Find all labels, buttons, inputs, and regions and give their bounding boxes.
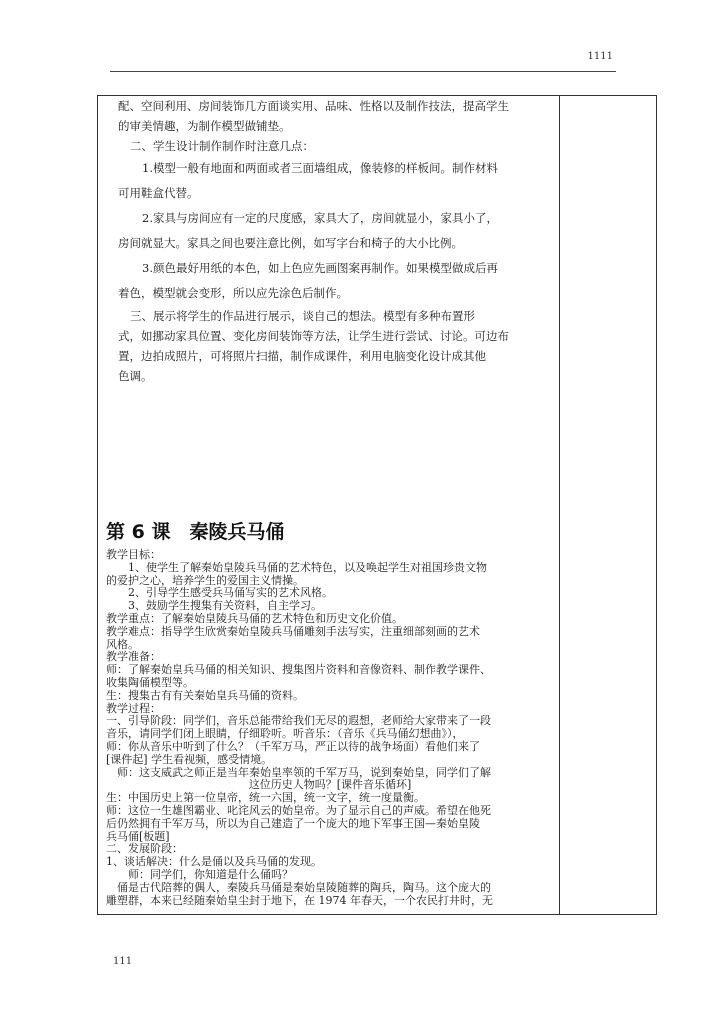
lesson-line: 收集陶俑模型等。 bbox=[106, 675, 194, 689]
activity-notes bbox=[106, 96, 554, 386]
notes-line: 3.颜色最好用纸的本色，如上色应先画图案再制作。如果模型做成后再 bbox=[142, 261, 498, 275]
footer-page-number: 111 bbox=[113, 956, 133, 967]
header-page-label: 1111 bbox=[587, 51, 613, 62]
notes-line: 房间就显大。家具之间也要注意比例，如写字台和椅子的大小比例。 bbox=[118, 236, 463, 250]
column-divider bbox=[559, 96, 560, 914]
lesson-line: 1、谈话解决：什么是俑以及兵马俑的发现。 bbox=[106, 855, 322, 869]
lesson-line: 一、引导阶段：同学们，音乐总能带给我们无尽的遐想，老师给大家带来了一段 bbox=[106, 714, 491, 728]
lesson-line: 师：这位一生雄图霸业、叱诧风云的始皇帝。为了显示自己的声威。希望在他死 bbox=[106, 803, 491, 817]
lesson-line: 3、鼓励学生搜集有关资料，自主学习。 bbox=[128, 599, 322, 613]
lesson-line: 2、引导学生感受兵马俑写实的艺术风格。 bbox=[128, 586, 333, 600]
lesson-line: 俑是古代陪葬的偶人，秦陵兵马俑是秦始皇陵随葬的陶兵，陶马。这个庞大的 bbox=[117, 880, 491, 894]
notes-line: 配、空间利用、房间装饰几方面谈实用、品味、性格以及制作技法，提高学生 bbox=[118, 99, 509, 113]
lesson-line: 兵马俑[板题] bbox=[106, 829, 170, 843]
notes-line: 着色，模型就会变形，所以应先涂色后制作。 bbox=[118, 286, 348, 300]
lesson-line: 师：了解秦始皇兵马俑的相关知识、搜集图片资料和音像资料、制作教学课件、 bbox=[106, 663, 491, 677]
lesson-line: 1、使学生了解秦始皇陵兵马俑的艺术特色，以及唤起学生对祖国珍贵文物 bbox=[128, 560, 487, 574]
notes-line: 二、学生设计制作制作时注意几点： bbox=[130, 139, 314, 153]
lesson-line: 教学难点：指导学生欣赏秦始皇陵兵马俑雕刻手法写实，注重细部刻画的艺术 bbox=[106, 624, 480, 638]
header-rule bbox=[110, 71, 616, 72]
lesson-line: 风格。 bbox=[106, 637, 139, 651]
lesson-line: 师：这支威武之师正是当年秦始皇率领的千军万马，说到秦始皇，同学们了解 bbox=[117, 765, 491, 779]
lesson-line: 师：同学们，你知道是什么俑吗？ bbox=[128, 867, 293, 881]
lesson-line: 教学重点：了解秦始皇陵兵马俑的艺术特色和历史文化价值。 bbox=[106, 611, 403, 625]
lesson-plan-table bbox=[97, 95, 657, 915]
lesson-body bbox=[106, 549, 554, 907]
lesson-line: 教学准备： bbox=[106, 650, 161, 664]
notes-line: 色调。 bbox=[118, 369, 153, 383]
lesson-line: [课件起] 学生看视频，感受情境。 bbox=[106, 752, 273, 766]
lesson-line: 生：搜集古有有关秦始皇兵马俑的资料。 bbox=[106, 688, 304, 702]
notes-line: 2.家具与房间应有一定的尺度感，家具大了，房间就显小，家具小了， bbox=[142, 211, 498, 225]
notes-line: 式，如挪动家具位置、变化房间装饰等方法，让学生进行尝试、讨论。可边布 bbox=[118, 329, 509, 343]
lesson-line: 音乐，请同学们闭上眼睛，仔细聆听。听音乐：（音乐《兵马俑幻想曲》）， bbox=[106, 727, 464, 741]
lesson-line: 后仍然拥有千军万马，所以为自己建造了一个庞大的地下军事王国—秦始皇陵 bbox=[106, 816, 480, 830]
lesson-line: 雕塑群，本来已经随秦始皇尘封于地下，在 1974 年春天，一个农民打井时，无 bbox=[106, 893, 493, 907]
notes-line: 三、展示将学生的作品进行展示，谈自己的想法。模型有多种布置形 bbox=[130, 309, 475, 323]
lesson-line: 的爱护之心，培养学生的爱国主义情操。 bbox=[106, 573, 304, 587]
lesson-line: 教学过程： bbox=[106, 701, 161, 715]
content-cell bbox=[106, 96, 554, 907]
notes-line: 可用鞋盒代替。 bbox=[118, 186, 199, 200]
notes-line: 的审美情趣，为制作模型做铺垫。 bbox=[118, 119, 291, 133]
lesson-line: 师：你从音乐中听到了什么？（千军万马，严正以待的战争场面）看他们来了 bbox=[106, 739, 480, 753]
lesson-line: 教学目标： bbox=[106, 548, 161, 561]
lesson-line: 这位历史人物吗？[课件音乐循环] bbox=[248, 778, 412, 792]
notes-line: 置，边拍成照片，可将照片扫描，制作成课件，利用电脑变化设计成其他 bbox=[118, 349, 486, 363]
lesson-line: 生：中国历史上第一位皇帝，统一六国，统一文字，统一度量衡。 bbox=[106, 791, 425, 805]
lesson-line: 二、发展阶段： bbox=[106, 842, 183, 856]
notes-line: 1.模型一般有地面和两面或者三面墙组成，像装修的样板间。制作材料 bbox=[142, 161, 498, 175]
lesson-title: 第 6 课 秦陵兵马俑 bbox=[106, 521, 285, 543]
